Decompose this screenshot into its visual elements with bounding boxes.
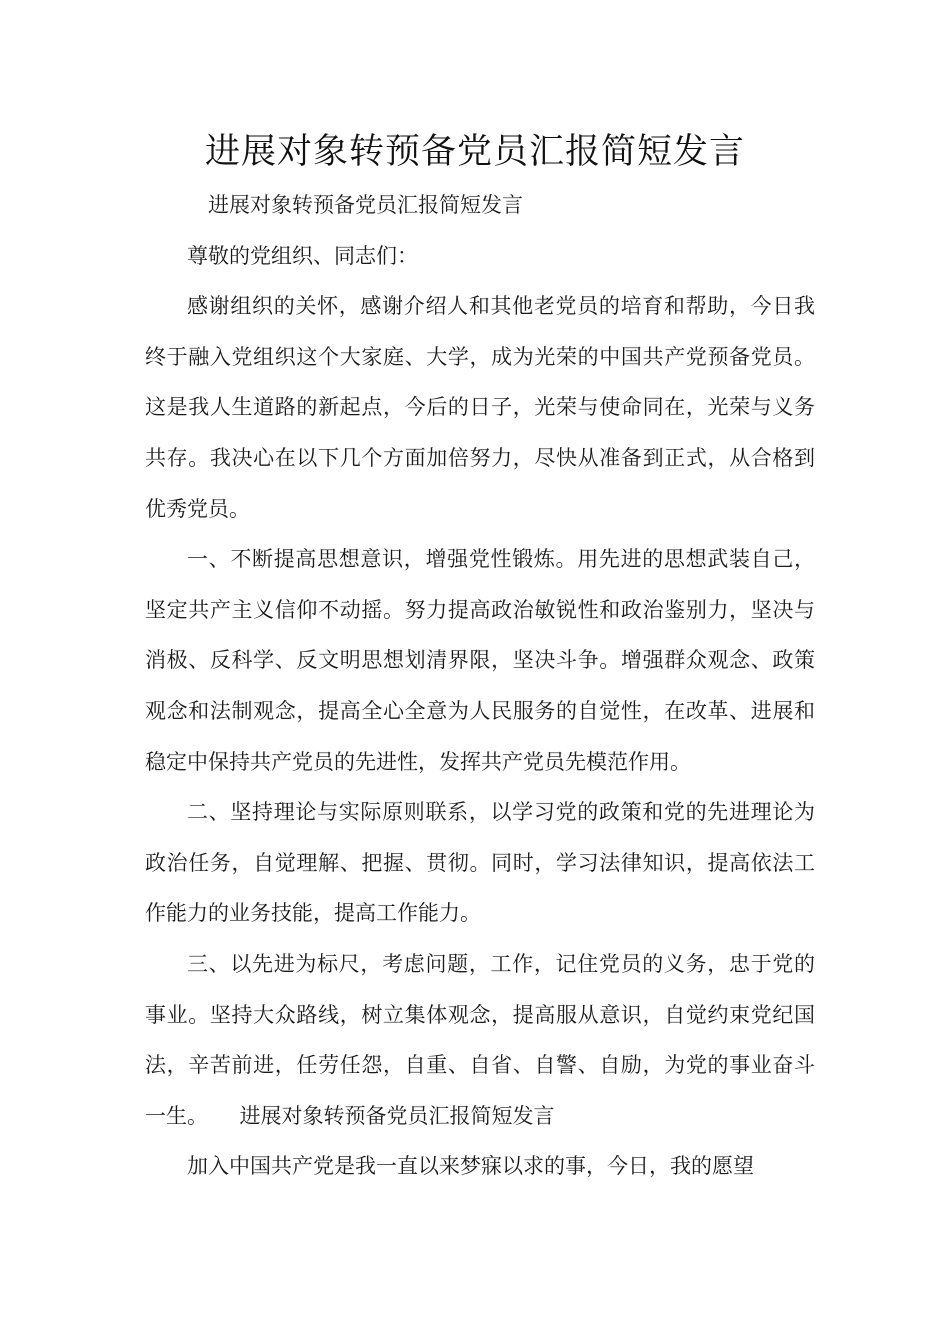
- salutation: 尊敬的党组织、同志们：: [187, 243, 418, 268]
- paragraph-intro: 感谢组织的关怀，感谢介绍人和其他老党员的培育和帮助，今日我终于融入党组织这个大家庭、大学，成为光荣的中国共产党预备党员。这是我人生道路的新起点，今后的日子，光荣与使命同在，光荣与义务共存。我决心在以下几个方面加倍努力，尽快从准备到正式，从合格到优秀党员。: [145, 294, 815, 521]
- paragraph-point-three: 三、以先进为标尺，考虑问题，工作，记住党员的义务，忠于党的事业。坚持大众路线，树立集体观念，提高服从意识，自觉约束党纪国法，辛苦前进，任劳任怨，自重、自省、自警、自励，为党的事业奋斗一生。 进展对象转预备党员汇报简短发言: [145, 951, 815, 1128]
- document-title: 进展对象转预备党员汇报简短发言: [204, 132, 745, 172]
- document-subtitle: 进展对象转预备党员汇报简短发言: [208, 193, 523, 217]
- paragraph-continuation: 加入中国共产党是我一直以来梦寐以求的事，今日，我的愿望: [187, 1154, 754, 1179]
- paragraph-point-two: 二、坚持理论与实际原则联系，以学习党的政策和党的先进理论为政治任务，自觉理解、把握、贯彻。同时，学习法律知识，提高依法工作能力的业务技能，提高工作能力。: [145, 800, 815, 926]
- document-body: [145, 180, 815, 1192]
- paragraph-point-one: 一、不断提高思想意识，增强党性锻炼。用先进的思想武装自己，坚定共产主义信仰不动摇。努力提高政治敏锐性和政治鉴别力，坚决与消极、反科学、反文明思想划清界限，坚决斗争。增强群众观念、政策观念和法制观念，提高全心全意为人民服务的自觉性，在改革、进展和稳定中保持共产党员的先进性，发挥共产党员先模范作用。: [145, 547, 815, 774]
